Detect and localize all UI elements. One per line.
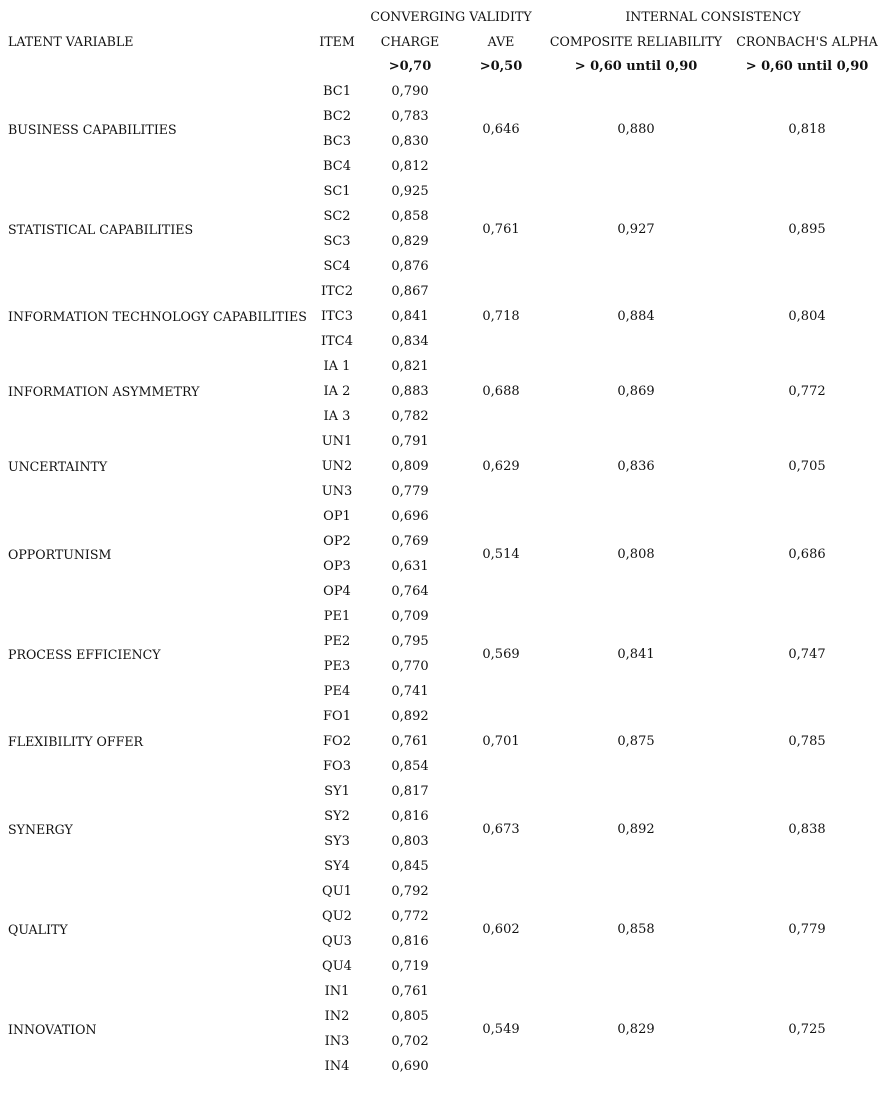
item-code: OP2 [323,534,351,549]
header-group-converging-validity: CONVERGING VALIDITY [370,9,532,24]
item-code: PE4 [323,684,351,699]
item-code: UN2 [321,459,353,474]
item-charge: 0,696 [391,509,429,524]
cronbachs-alpha-value: 0,747 [788,646,826,662]
item-code: QU2 [322,909,352,924]
latent-variable-name: SYNERGY [8,821,73,837]
ave-value: 0,718 [482,309,520,324]
cronbachs-alpha-value: 0,725 [788,1021,826,1037]
cronbachs-alpha-value: 0,838 [788,821,826,837]
item-code: QU4 [322,959,352,974]
cronbachs-alpha-value: 0,804 [788,309,826,324]
item-code: SC2 [323,209,351,224]
ave-value: 0,514 [482,546,520,562]
item-code: IA 1 [323,359,351,374]
item-charge: 0,841 [391,309,429,324]
latent-variable-name: STATISTICAL CAPABILITIES [8,221,194,237]
latent-variable-name: OPPORTUNISM [8,546,112,562]
item-charge: 0,812 [391,159,429,174]
item-charge: 0,783 [391,109,429,124]
latent-variable-name: INNOVATION [8,1021,97,1037]
item-charge: 0,772 [391,909,429,924]
item-charge: 0,830 [391,134,429,149]
cronbachs-alpha-value: 0,895 [788,221,826,237]
item-charge: 0,764 [391,584,429,599]
item-charge: 0,761 [391,734,429,749]
item-code: IA 2 [323,384,351,399]
threshold-composite-reliability: > 0,60 until 0,90 [574,59,698,74]
item-code: OP1 [323,509,351,524]
item-charge: 0,805 [391,1009,429,1024]
item-charge: 0,845 [391,859,429,874]
item-code: FO2 [323,734,351,749]
composite-reliability-value: 0,875 [617,734,655,749]
item-charge: 0,709 [391,609,429,624]
composite-reliability-value: 0,884 [617,309,655,324]
threshold-charge: >0,70 [388,59,432,74]
item-charge: 0,690 [391,1059,429,1074]
threshold-cronbachs-alpha: > 0,60 until 0,90 [745,59,869,74]
cronbachs-alpha-value: 0,785 [788,734,826,749]
item-code: ITC2 [320,284,354,299]
threshold-ave: >0,50 [479,59,523,74]
item-code: IN2 [324,1009,350,1024]
item-charge: 0,829 [391,234,429,249]
item-code: FO1 [323,709,351,724]
item-charge: 0,719 [391,959,429,974]
latent-variable-name: INFORMATION ASYMMETRY [8,384,200,399]
header-composite-reliability: COMPOSITE RELIABILITY [549,34,723,49]
ave-value: 0,602 [482,921,520,937]
item-charge: 0,770 [391,659,429,674]
item-code: SY2 [324,809,350,824]
composite-reliability-value: 0,841 [617,646,655,662]
item-code: SY1 [324,784,350,799]
item-charge: 0,892 [391,709,429,724]
header-ave: AVE [487,34,515,49]
item-charge: 0,858 [391,209,429,224]
cronbachs-alpha-value: 0,818 [788,121,826,137]
ave-value: 0,629 [482,459,520,474]
item-charge: 0,791 [391,434,429,449]
latent-variable-name: PROCESS EFFICIENCY [8,646,161,662]
composite-reliability-value: 0,892 [617,821,655,837]
composite-reliability-value: 0,927 [617,221,655,237]
composite-reliability-value: 0,808 [617,546,655,562]
item-code: OP4 [323,584,351,599]
cronbachs-alpha-value: 0,772 [788,384,826,399]
cronbachs-alpha-value: 0,705 [788,459,826,474]
item-code: UN3 [321,484,353,499]
item-code: SC4 [323,259,351,274]
cronbachs-alpha-value: 0,779 [788,921,826,937]
cronbachs-alpha-value: 0,686 [788,546,826,562]
ave-value: 0,673 [482,821,520,837]
item-code: UN1 [321,434,353,449]
latent-variable-name: FLEXIBILITY OFFER [8,734,143,749]
ave-value: 0,569 [482,646,520,662]
item-charge: 0,631 [391,559,429,574]
latent-variable-name: INFORMATION TECHNOLOGY CAPABILITIES [8,309,307,324]
item-charge: 0,876 [391,259,429,274]
ave-value: 0,646 [482,121,520,137]
composite-reliability-value: 0,836 [617,459,655,474]
ave-value: 0,688 [482,384,520,399]
item-charge: 0,782 [391,409,429,424]
item-charge: 0,790 [391,84,429,99]
item-code: IN3 [324,1034,350,1049]
composite-reliability-value: 0,869 [617,384,655,399]
item-charge: 0,883 [391,384,429,399]
item-code: FO3 [323,759,351,774]
header-item: ITEM [319,34,355,49]
item-code: PE3 [323,659,351,674]
composite-reliability-value: 0,858 [617,921,655,937]
composite-reliability-value: 0,829 [617,1021,655,1037]
latent-variable-name: BUSINESS CAPABILITIES [8,121,177,137]
item-charge: 0,809 [391,459,429,474]
item-code: ITC3 [320,309,354,324]
item-code: IN1 [324,984,350,999]
item-code: IN4 [324,1059,350,1074]
item-charge: 0,795 [391,634,429,649]
item-code: IA 3 [323,409,351,424]
item-charge: 0,741 [391,684,429,699]
item-code: OP3 [323,559,351,574]
composite-reliability-value: 0,880 [617,121,655,137]
item-charge: 0,761 [391,984,429,999]
item-charge: 0,803 [391,834,429,849]
ave-value: 0,549 [482,1021,520,1037]
latent-variable-name: UNCERTAINTY [8,459,108,474]
item-charge: 0,702 [391,1034,429,1049]
item-charge: 0,821 [391,359,429,374]
item-code: BC3 [322,134,352,149]
item-code: SY3 [324,834,350,849]
item-code: PE2 [323,634,351,649]
ave-value: 0,761 [482,221,520,237]
item-charge: 0,925 [391,184,429,199]
item-charge: 0,792 [391,884,429,899]
header-cronbachs-alpha: CRONBACH'S ALPHA [736,34,878,49]
item-charge: 0,834 [391,334,429,349]
item-code: SC3 [323,234,351,249]
item-code: SC1 [323,184,351,199]
item-code: ITC4 [320,334,354,349]
item-code: SY4 [324,859,350,874]
latent-variable-name: QUALITY [8,921,68,937]
item-charge: 0,867 [391,284,429,299]
item-charge: 0,854 [391,759,429,774]
ave-value: 0,701 [482,734,520,749]
item-code: QU1 [322,884,352,899]
item-charge: 0,816 [391,809,429,824]
item-charge: 0,817 [391,784,429,799]
item-code: BC2 [322,109,352,124]
header-charge: CHARGE [380,34,440,49]
item-code: PE1 [323,609,351,624]
item-charge: 0,769 [391,534,429,549]
item-code: BC4 [322,159,352,174]
item-charge: 0,816 [391,934,429,949]
item-code: BC1 [322,84,352,99]
header-group-internal-consistency: INTERNAL CONSISTENCY [625,9,801,24]
header-latent-variable: LATENT VARIABLE [8,34,134,49]
item-charge: 0,779 [391,484,429,499]
item-code: QU3 [322,934,352,949]
